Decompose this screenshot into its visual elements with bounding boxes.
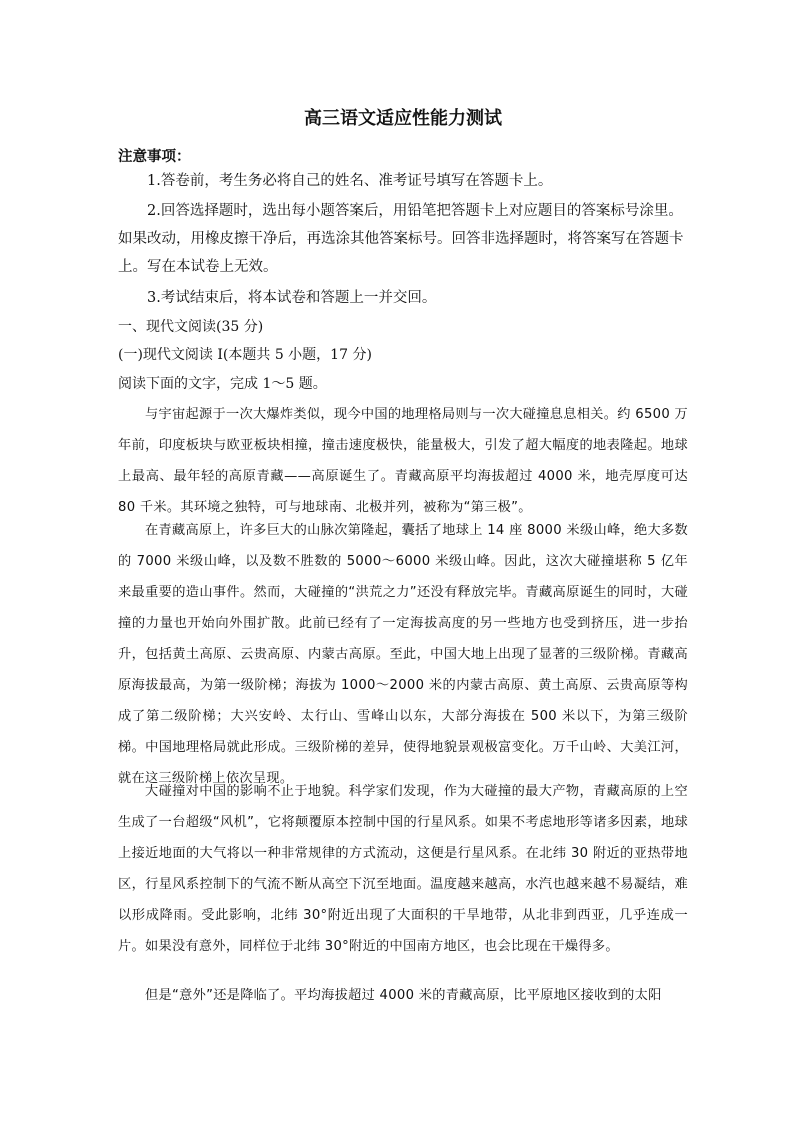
section-heading: 一、现代文阅读(35 分)	[118, 319, 264, 335]
notice-heading: 注意事项：	[118, 149, 191, 165]
passage-paragraph-3: 大碰撞对中国的影响不止于地貌。科学家们发现，作为大碰撞的最大产物，青藏高原的上空生成了一台超级“风机”，它将颠覆原本控制中国的行星风系。如果不考虑地形等诸多因素，地球上接近地面的大气将以一种非常规律的方式流动，这便是行星风系。在北纬 30 附近的亚热带地区，行星风系控制下的气流不断从高空下沉至地面。温度越来越高，水汽也越来越不易凝结，难以形成降雨。受此影响，北纬 30°附近出现了大面积的干旱地带，从北非到西亚，几乎连成一片。如果没有意外，同样位于北纬 30°附近的中国南方地区，也会比现在干燥得多。	[118, 784, 688, 954]
section-instruction: 阅读下面的文字，完成 1～5 题。	[118, 376, 327, 392]
notice-item-2: 2.回答选择题时，选出每小题答案后，用铅笔把答题卡上对应题目的答案标号涂里。如果改动，用橡皮擦干净后，再选涂其他答案标号。回答非选择题时，将答案写在答题卡上。写在本试卷上无效。	[118, 203, 684, 275]
passage-paragraph-1: 与宇宙起源于一次大爆炸类似，现今中国的地理格局则与一次大碰撞息息相关。约 6500 万年前，印度板块与欧亚板块相撞，撞击速度极快，能量极大，引发了超大幅度的地表隆起。地球上最高、最年轻的高原青藏——高原诞生了。青藏高原平均海拔超过 4000 米，地壳厚度可达 80 千米。其环境之独特，可与地球南、北极并列，被称为“第三极”。	[118, 407, 688, 515]
section-subheading: (一)现代文阅读 I(本题共 5 小题，17 分)	[118, 347, 372, 363]
notice-item-1: 1.答卷前，考生务必将自己的姓名、准考证号填写在答题卡上。	[147, 173, 553, 189]
notice-item-3: 3.考试结束后，将本试卷和答题上一并交回。	[147, 290, 437, 306]
passage-paragraph-2: 在青藏高原上，许多巨大的山脉次第隆起，囊括了地球上 14 座 8000 米级山峰，绝大多数的 7000 米级山峰，以及数不胜数的 5000～6000 米级山峰。因此，这次大碰撞堪称 5 亿年来最重要的造山事件。然而，大碰撞的“洪荒之力”还没有释放完毕。青藏高原诞生的同时，大碰撞的力量也开始向外围扩散。此前已经有了一定海拔高度的另一些地方也受到挤压，进一步抬升，包括黄土高原、云贵高原、内蒙古高原。至此，中国大地上出现了显著的三级阶梯。青藏高原海拔最高，为第一级阶梯；海拔为 1000～2000 米的内蒙古高原、黄土高原、云贵高原等构成了第二级阶梯；大兴安岭、太行山、雪峰山以东，大部分海拔在 500 米以下，为第三级阶梯。中国地理格局就此形成。三级阶梯的差异，使得地貌景观极富变化。万千山岭、大美江河，就在这三级阶梯上依次呈现。	[118, 523, 688, 786]
passage-paragraph-4: 但是“意外”还是降临了。平均海拔超过 4000 米的青藏高原，比平原地区接收到的太阳	[145, 988, 662, 1003]
page-title: 高三语文适应性能力测试	[304, 108, 502, 129]
